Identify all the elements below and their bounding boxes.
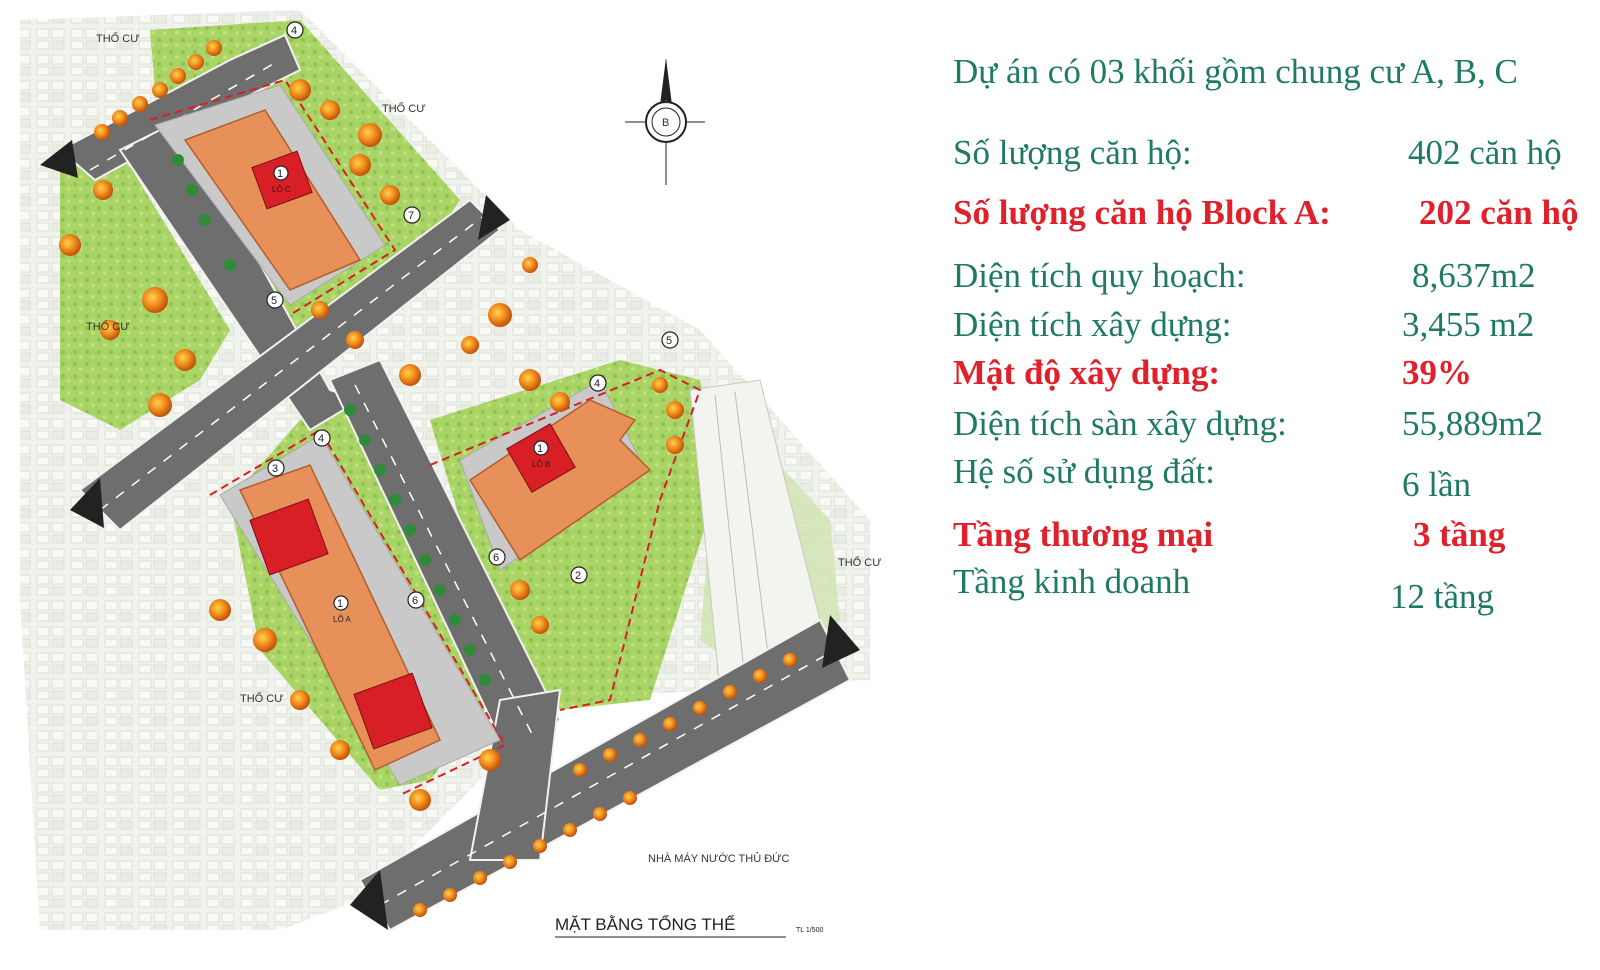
row-value-planning-area: 8,637m2: [1412, 256, 1536, 295]
map-title: MẶT BẰNG TỔNG THỂ: [555, 915, 736, 934]
row-value-construction-area: 3,455 m2: [1402, 305, 1535, 344]
row-value-floor-area: 55,889m2: [1402, 404, 1543, 443]
lot-b-label: LÔ B: [532, 460, 551, 469]
row-value-density: 39%: [1402, 353, 1472, 392]
row-label-planning-area: Diện tích quy hoạch:: [953, 256, 1246, 295]
marker-6: 3: [272, 463, 279, 475]
project-intro: Dự án có 03 khối gồm chung cư A, B, C: [953, 52, 1518, 91]
marker-7: 4: [318, 433, 325, 445]
marker-4: 5: [666, 335, 673, 347]
marker-5: 4: [594, 378, 601, 390]
label-tho-cu-1: THỔ CƯ: [96, 33, 140, 45]
row-label-land-use-ratio: Hệ số sử dụng đất:: [953, 452, 1216, 491]
row-label-density: Mật độ xây dựng:: [953, 353, 1220, 392]
label-tho-cu-5: THỔ CƯ: [838, 557, 882, 569]
lot-b-number: 1: [537, 443, 544, 455]
lot-c-label: LÔ C: [272, 185, 291, 194]
marker-3: 5: [271, 295, 278, 307]
lot-a-label: LÔ A: [333, 615, 351, 624]
label-tho-cu-3: THỔ CƯ: [86, 321, 130, 333]
row-value-land-use-ratio: 6 lần: [1402, 465, 1472, 504]
label-tho-cu-2: THỔ CƯ: [382, 103, 426, 115]
label-tho-cu-4: THỔ CƯ: [240, 693, 284, 705]
marker-1: 4: [291, 25, 298, 37]
row-label-apartments: Số lượng căn hộ:: [953, 133, 1192, 172]
row-label-business-floors: Tầng kinh doanh: [953, 562, 1191, 601]
compass-icon: [625, 58, 705, 185]
row-label-block-a: Số lượng căn hộ Block A:: [953, 193, 1331, 232]
marker-9: 2: [575, 570, 582, 582]
row-value-block-a: 202 căn hộ: [1419, 193, 1579, 232]
row-label-construction-area: Diện tích xây dựng:: [953, 305, 1232, 344]
row-label-floor-area: Diện tích sàn xây dựng:: [953, 404, 1287, 443]
lot-a-number: 1: [337, 598, 344, 610]
row-value-commercial-floors: 3 tầng: [1413, 515, 1506, 554]
label-factory: NHÀ MÁY NƯỚC THỦ ĐỨC: [648, 853, 790, 865]
row-value-business-floors: 12 tầng: [1390, 577, 1495, 616]
map-scale: TL 1/500: [796, 927, 824, 934]
marker-8: 6: [412, 595, 419, 607]
row-value-apartments: 402 căn hộ: [1408, 133, 1562, 172]
row-label-commercial-floors: Tầng thương mại: [953, 515, 1214, 554]
marker-10: 6: [493, 552, 500, 564]
map-title-group: [555, 915, 823, 937]
lot-c-number: 1: [277, 168, 284, 180]
compass-label: B: [662, 117, 670, 129]
marker-2: 7: [408, 210, 415, 222]
